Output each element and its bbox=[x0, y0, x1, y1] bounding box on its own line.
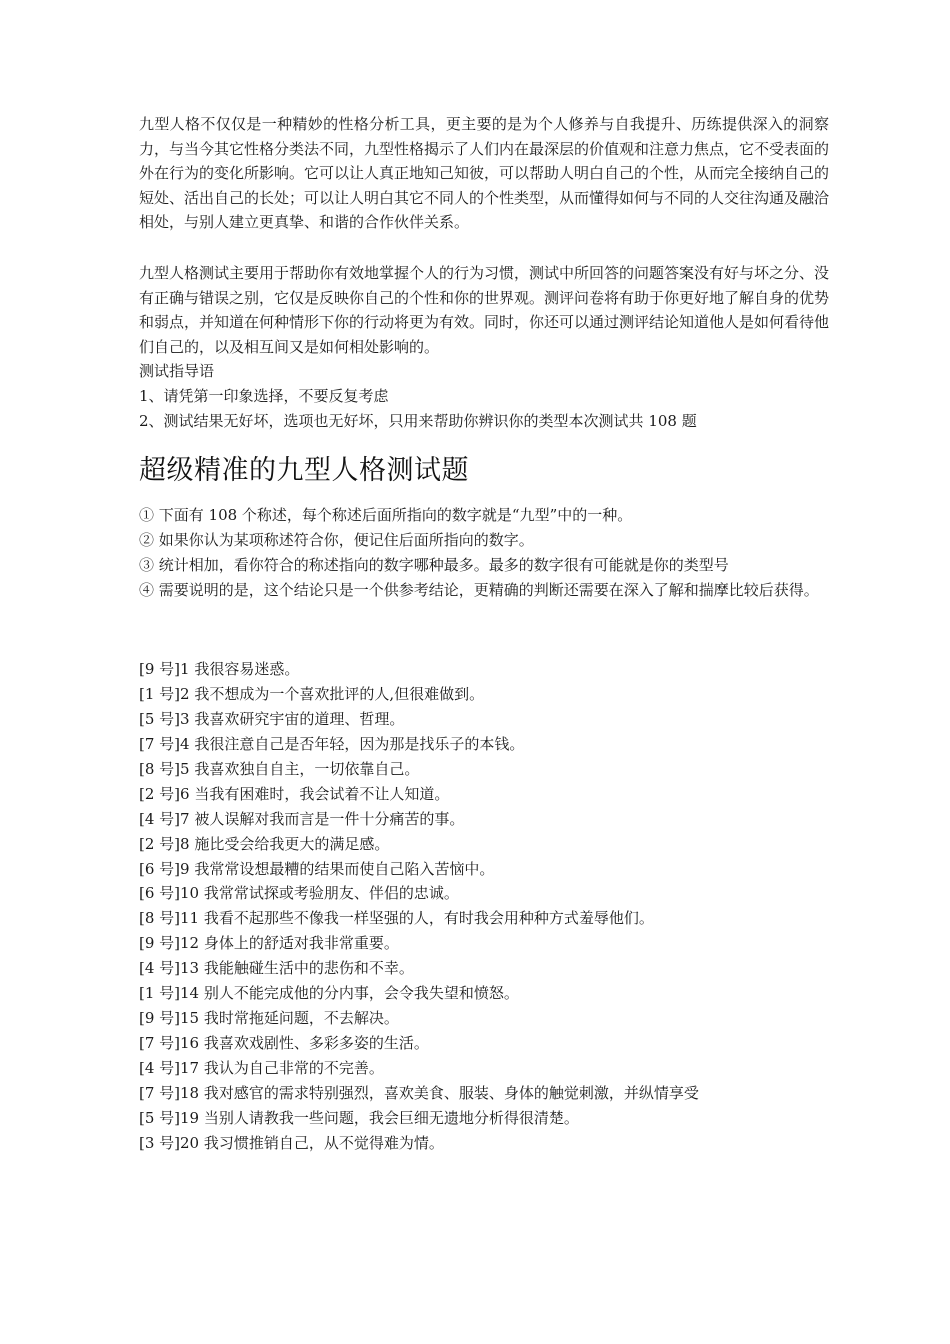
document-page bbox=[139, 112, 829, 1155]
instruction-4: ④ 需要说明的是，这个结论只是一个供参考结论，更精确的判断还需要在深入了解和揣摩比较后获得。 bbox=[139, 580, 819, 599]
question-item: [3 号]20 我习惯推销自己，从不觉得难为情。 bbox=[139, 1133, 444, 1152]
question-item: [9 号]15 我时常拖延问题，不去解决。 bbox=[139, 1009, 399, 1027]
question-list bbox=[139, 657, 829, 1155]
question-item: [5 号]3 我喜欢研究宇宙的道理、哲理。 bbox=[139, 710, 405, 729]
intro-paragraph-1: 九型人格不仅仅是一种精妙的性格分析工具，更主要的是为个人修养与自我提升、历练提供深入的洞察力，与当今其它性格分类法不同，九型性格揭示了人们内在最深层的价值观和注意力焦点，它不受表面的外在行为的变化所影响。它可以让人真正地知己知彼，可以帮助人明白自己的个性，从而完全接纳自己的短处、活出自己的长处；可以让人明白其它不同人的个性类型，从而懂得如何与不同的人交往沟通及融洽相处，与别人建立更真挚、和谐的合作伙伴关系。 bbox=[139, 115, 830, 232]
question-item: [1 号]2 我不想成为一个喜欢批评的人,但很难做到。 bbox=[139, 685, 485, 704]
guide-line-1: 1、请凭第一印象选择，不要反复考虑 bbox=[139, 386, 389, 405]
question-item: [6 号]10 我常常试探或考验朋友、伴侣的忠诚。 bbox=[139, 884, 459, 903]
question-item: [7 号]4 我很注意自己是否年轻，因为那是找乐子的本钱。 bbox=[139, 735, 525, 754]
question-item: [9 号]1 我很容易迷惑。 bbox=[139, 660, 300, 679]
page-title: 超级精准的九型人格测试题 bbox=[139, 455, 469, 487]
question-item: [9 号]12 身体上的舒适对我非常重要。 bbox=[139, 934, 399, 953]
question-item: [8 号]11 我看不起那些不像我一样坚强的人，有时我会用种种方式羞辱他们。 bbox=[139, 909, 654, 928]
question-item: [4 号]7 被人误解对我而言是一件十分痛苦的事。 bbox=[139, 809, 465, 828]
instruction-1: ① 下面有 108 个称述，每个称述后面所指向的数字就是“九型”中的一种。 bbox=[139, 506, 633, 525]
question-item: [4 号]17 我认为自己非常的不完善。 bbox=[139, 1058, 384, 1077]
instruction-3: ③ 统计相加，看你符合的称述指向的数字哪种最多。最多的数字很有可能就是你的类型号 bbox=[139, 555, 729, 574]
question-item: [1 号]14 别人不能完成他的分内事，会令我失望和愤怒。 bbox=[139, 984, 519, 1003]
guide-line-2: 2、测试结果无好坏，选项也无好坏，只用来帮助你辨识你的类型本次测试共 108 题 bbox=[139, 411, 697, 430]
question-item: [5 号]19 当别人请教我一些问题，我会巨细无遗地分析得很清楚。 bbox=[139, 1108, 579, 1127]
instruction-2: ② 如果你认为某项称述符合你，便记住后面所指向的数字。 bbox=[139, 530, 534, 549]
question-item: [4 号]13 我能触碰生活中的悲伤和不幸。 bbox=[139, 959, 414, 978]
question-item: [6 号]9 我常常设想最糟的结果而使自己陷入苦恼中。 bbox=[139, 859, 495, 878]
guide-heading: 测试指导语 bbox=[139, 362, 215, 381]
question-item: [8 号]5 我喜欢独自自主，一切依靠自己。 bbox=[139, 759, 420, 778]
question-item: [7 号]18 我对感官的需求特别强烈，喜欢美食、服装、身体的触觉刺激，并纵情享受 bbox=[139, 1083, 699, 1102]
question-item: [2 号]8 施比受会给我更大的满足感。 bbox=[139, 834, 390, 853]
paragraph-gap bbox=[139, 235, 829, 261]
question-item: [2 号]6 当我有困难时，我会试着不让人知道。 bbox=[139, 784, 450, 803]
question-item: [7 号]16 我喜欢戏剧性、多彩多姿的生活。 bbox=[139, 1033, 429, 1052]
intro-paragraph-2: 九型人格测试主要用于帮助你有效地掌握个人的行为习惯，测试中所回答的问题答案没有好与坏之分、没有正确与错误之别，它仅是反映你自己的个性和你的世界观。测评问卷将有助于你更好地了解自身的优势和弱点，并知道在何种情形下你的行动将更为有效。同时，你还可以通过测评结论知道他人是如何看待他们自己的，以及相互间又是如何相处影响的。 bbox=[139, 263, 830, 356]
